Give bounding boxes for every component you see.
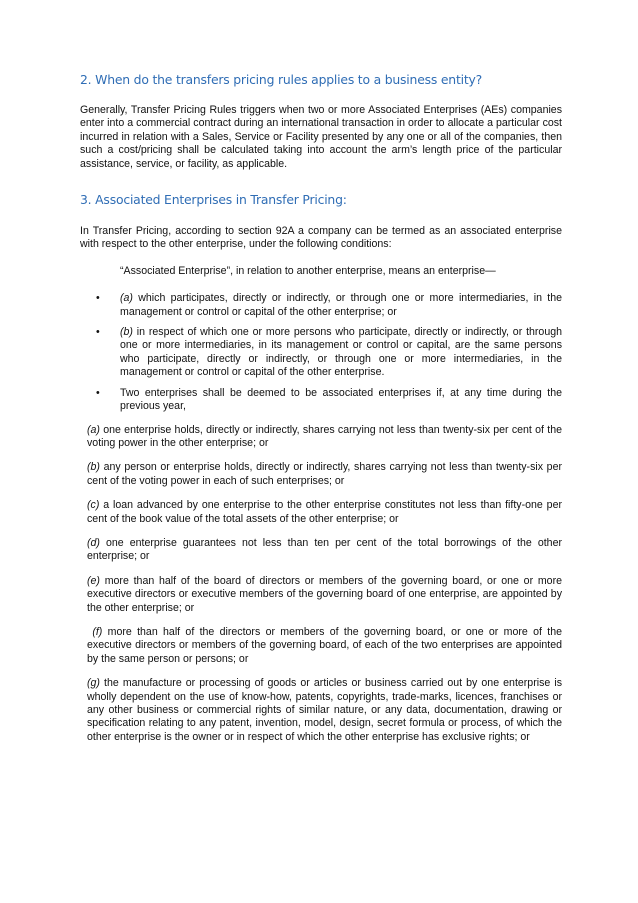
clause-letter: (g): [87, 677, 100, 690]
bullet-item: [80, 387, 562, 414]
clause-letter: (b): [87, 461, 100, 474]
bullet-item: [80, 326, 562, 380]
clause-text: any person or enterprise holds, directly or indirectly, shares carrying not less than twenty-six per cent of the voting power in each of such enterprises; or: [87, 461, 562, 487]
clause-text: one enterprise holds, directly or indirectly, shares carrying not less than twenty-six per cent of the voting power in the other enterprise; or: [87, 423, 562, 449]
bullet-icon: •: [96, 386, 100, 399]
clause-item: [87, 626, 562, 666]
bullet-text: which participates, directly or indirectly, or through one or more intermediaries, in the management or control or capital of the other enterprise; or: [120, 292, 562, 318]
clause-item: [87, 575, 562, 615]
bullet-text: Two enterprises shall be deemed to be associated enterprises if, at any time during the previous year,: [120, 386, 562, 413]
bullet-icon: •: [96, 292, 100, 305]
page-content: [80, 72, 562, 755]
clause-text: more than half of the directors or members of the governing board, or one or more of the executive directors or members of the governing board, of each of the two enterprises are appointed by the same person or persons; or: [87, 625, 562, 665]
clause-item: [87, 461, 562, 488]
definition-quote: “Associated Enterprise”, in relation to another enterprise, means an enterprise—: [120, 264, 496, 277]
clause-letter: (c): [87, 499, 100, 512]
bullet-letter: (a): [120, 292, 133, 305]
bullet-icon: •: [96, 326, 100, 339]
section-2-paragraph: Generally, Transfer Pricing Rules triggers when two or more Associated Enterprises (AEs) companies enter into a commercial contract during an international transaction in order to allocate a particular cost incurred in relation with a Sales, Service or Facility presented by any one or all of the companies, then such a cost/pricing shall be calculated taking into account the arm’s length price of the particular assistance, service, or facility, as applicable.: [80, 104, 562, 170]
clause-item: [87, 677, 562, 744]
bullet-item: [80, 292, 562, 319]
bullet-letter: (b): [120, 326, 133, 339]
section-3-heading: 3. Associated Enterprises in Transfer Pricing:: [80, 192, 347, 208]
clause-letter: (d): [87, 536, 100, 549]
clause-letter: (e): [87, 574, 100, 587]
section-2-heading: 2. When do the transfers pricing rules applies to a business entity?: [80, 72, 483, 87]
clause-text: one enterprise guarantees not less than ten per cent of the total borrowings of the other enterprise; or: [87, 536, 562, 563]
bullet-text: in respect of which one or more persons who participate, directly or indirectly, or through one or more intermediaries, in its management or control or capital, are the same persons who participate, directly or indirectly, or through one or more intermediaries, in the management or control or capital of the other enterprise.: [120, 326, 562, 379]
clause-item: [87, 499, 562, 526]
clause-letter: (f): [87, 625, 103, 638]
condition-clause-list: [87, 424, 562, 745]
section-3-paragraph: In Transfer Pricing, according to section 92A a company can be termed as an associated enterprise with respect to the other enterprise, under the following conditions:: [80, 225, 562, 251]
clause-text: a loan advanced by one enterprise to the other enterprise constitutes not less than fifty-one per cent of the book value of the total assets of the other enterprise; or: [87, 499, 562, 525]
clause-item: [87, 537, 562, 564]
clause-text: more than half of the board of directors or members of the governing board, or one or more executive directors or executive members of the governing board of one enterprise, are appointed by the other enterprise; or: [87, 574, 562, 614]
definition-bullet-list: [80, 292, 562, 413]
clause-text: the manufacture or processing of goods or articles or business carried out by one enterprise is wholly dependent on the use of know-how, patents, copyrights, trade-marks, licences, franchises or any other business or commercial rights of similar nature, or any data, documentation, drawing or specification relating to any patent, invention, model, design, secret formula or process, of which the other enterprise is the owner or in respect of which the other enterprise has exclusive rights; or: [87, 677, 562, 743]
clause-item: [87, 424, 562, 451]
clause-letter: (a): [87, 423, 100, 436]
